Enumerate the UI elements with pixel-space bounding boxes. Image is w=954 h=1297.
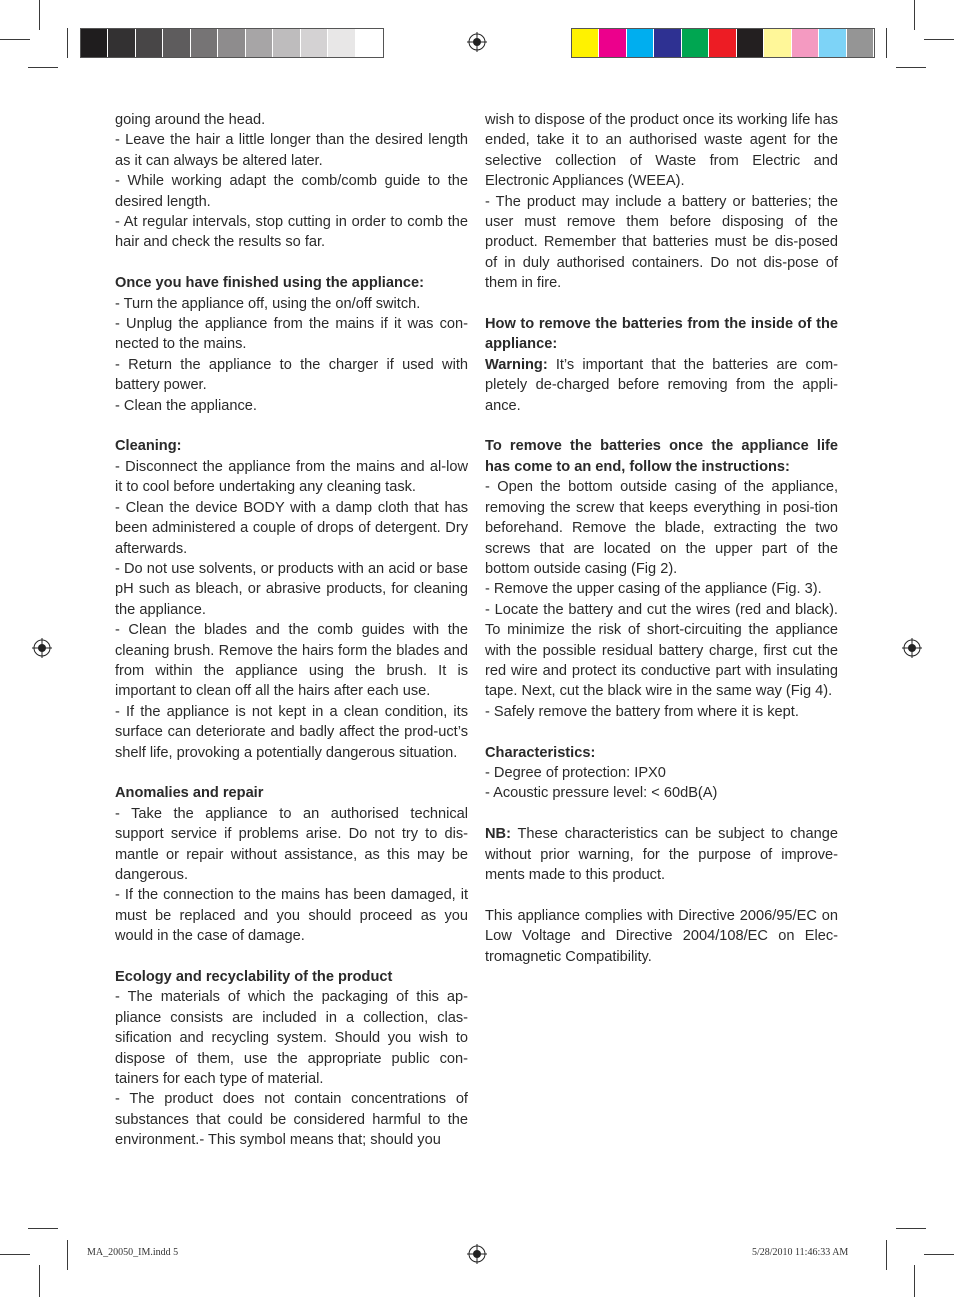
bold-lead: Characteristics: [485,744,596,761]
file-name-slug: MA_20050_IM.indd 5 [87,1247,179,1258]
registration-mark-icon [467,32,487,52]
paragraph-spacer [115,763,468,783]
paragraph-text: - Turn the appliance off, using the on/off switch. [115,295,421,312]
paragraph [115,559,468,620]
paragraph [115,130,468,171]
gray-swatch [273,29,299,57]
right-text-column [485,110,838,967]
paragraph-text: - If the appliance is not kept in a clean condition, its surface can deteriorate and badly affect the prod-uct’s shelf life, provoking a potentially dangerous situation. [115,703,468,761]
paragraph-text: - Open the bottom outside casing of the appliance, removing the screw that keeps everything in posi-tion beforehand. Remove the blade, extracting the two screws that are located on the upper part of the bottom outside casing (Fig 2). [485,479,838,577]
color-swatch [654,29,680,57]
gray-swatch [108,29,134,57]
paragraph-spacer [485,416,838,436]
crop-mark [924,39,954,40]
color-swatch [599,29,625,57]
section-heading [485,743,838,763]
paragraph [115,804,468,886]
bold-lead: Ecology and recyclability of the product [115,969,393,985]
paragraph [485,579,838,599]
paragraph-text: - While working adapt the comb/comb guide to the desired length. [115,173,468,210]
paragraph [485,763,838,783]
paragraph [115,702,468,763]
paragraph-text: - Clean the blades and the comb guides with the cleaning brush. Remove the hairs form the blades and from within the appliance using the brush. It is important to clean off all the hairs after each use. [115,622,468,700]
paragraph-text: This appliance complies with Directive 2006/95/EC on Low Voltage and Directive 2004/108/EC on Elec-tromagnetic Compatibility. [485,907,838,965]
gray-swatch [246,29,272,57]
paragraph-text: These characteristics can be subject to change without prior warning, for the purpose of improve-ments made to this product. [485,826,838,883]
paragraph [115,294,468,314]
paragraph [485,783,838,803]
bold-lead: Warning: [485,356,548,373]
paragraph [115,110,468,130]
section-heading [115,783,468,803]
crop-mark [67,1240,68,1270]
paragraph [485,355,838,416]
crop-mark [886,28,887,58]
paragraph-text: - The materials of which the packaging of this ap-pliance consists are included in a collection, clas-sification and recycling system. Should you wish to dispose of them, use the appropriate public con-tainers for each type of material. [115,989,468,1088]
crop-mark [886,1240,887,1270]
gray-swatch [328,29,354,57]
bold-lead: To remove the batteries once the appliance life has come to an end, follow the instructions: [485,438,838,475]
registration-mark-icon [902,638,922,658]
bold-lead: How to remove the batteries from the inside of the appliance: [485,316,838,353]
gray-swatch [301,29,327,57]
paragraph-text: - Leave the hair a little longer than the desired length as it can always be altered later. [115,132,468,169]
color-swatch [572,29,598,57]
paragraph [485,906,838,967]
paragraph [485,600,838,702]
crop-mark [28,67,58,68]
section-heading [485,436,838,477]
section-heading [115,273,468,293]
paragraph [115,457,468,498]
paragraph [115,885,468,946]
paragraph [485,702,838,722]
paragraph [115,620,468,702]
crop-mark [67,28,68,58]
color-swatch [682,29,708,57]
registration-mark-icon [32,638,52,658]
paragraph-spacer [485,722,838,742]
registration-mark-icon [467,1244,487,1264]
paragraph-text: - Safely remove the battery from where it is kept. [485,703,799,720]
paragraph-spacer [485,804,838,824]
color-swatch [737,29,763,57]
paragraph-spacer [115,416,468,436]
crop-mark [0,39,30,40]
bold-lead: Anomalies and repair [115,785,264,802]
color-swatch [709,29,735,57]
paragraph [115,396,468,416]
process-color-bar [571,28,875,58]
paragraph [485,477,838,579]
color-swatch [764,29,790,57]
section-heading [115,436,468,456]
grayscale-color-bar [80,28,384,58]
paragraph [115,1089,468,1150]
paragraph [115,314,468,355]
paragraph-text: It’s important that the batteries are com-pletely de-charged before removing from the appli-ance. [485,356,838,414]
paragraph [115,355,468,396]
paragraph-text: - The product may include a battery or batteries; the user must remove them before disposing of the product. Remember that batteries must be dis-posed of in duly authorised containers. Do not dis-pose of them in fire. [485,193,838,292]
crop-mark [896,1228,926,1229]
paragraph-text: - At regular intervals, stop cutting in order to comb the hair and check the results so far. [115,214,468,251]
paragraph [115,987,468,1089]
paragraph [115,212,468,253]
color-swatch [627,29,653,57]
paragraph-text: - Acoustic pressure level: < 60dB(A) [485,785,718,802]
color-swatch [819,29,845,57]
paragraph-text: - The product does not contain concentrations of substances that could be considered harmful to the environment.- This symbol means that; should you [115,1091,468,1149]
paragraph-text: - Unplug the appliance from the mains if it was con-nected to the mains. [115,316,468,353]
crop-mark [28,1228,58,1229]
gray-swatch [81,29,107,57]
crop-mark [914,1265,915,1297]
crop-mark [39,1265,40,1297]
crop-mark [0,1254,30,1255]
paragraph-text: - Return the appliance to the charger if used with battery power. [115,356,468,394]
paragraph-spacer [115,253,468,273]
paragraph-text: - If the connection to the mains has been damaged, it must be replaced and you should proceed as you would in the case of damage. [115,887,468,945]
crop-mark [39,0,40,30]
color-swatch [792,29,818,57]
crop-mark [896,67,926,68]
paragraph-text: going around the head. [115,112,266,128]
bold-lead: Cleaning: [115,438,182,455]
paragraph-text: - Disconnect the appliance from the mains and al-low it to cool before undertaking any cleaning task. [115,458,468,496]
color-swatch [847,29,873,57]
paragraph [485,110,838,192]
paragraph-text: - Clean the device BODY with a damp cloth that has been administered a couple of drops of detergent. Dry afterwards. [115,499,468,557]
paragraph-text: - Remove the upper casing of the appliance (Fig. 3). [485,581,822,598]
paragraph-text: - Do not use solvents, or products with an acid or base pH such as bleach, or abrasive products, for cleaning the appliance. [115,560,468,618]
paragraph [115,498,468,559]
paragraph-spacer [485,885,838,905]
paragraph [115,171,468,212]
paragraph [485,824,838,885]
paragraph-text: - Take the appliance to an authorised technical support service if problems arise. Do not try to dis-mantle or repair without assistance, as this may be dangerous. [115,805,468,883]
paragraph-text: - Clean the appliance. [115,397,257,414]
gray-swatch [163,29,189,57]
section-heading [485,314,838,355]
gray-swatch [136,29,162,57]
paragraph-text: - Locate the battery and cut the wires (red and black). To minimize the risk of short-circuiting the appliance with the possible residual battery charge, first cut the red wire and protect its conductive part with insulating tape. Next, cut the black wire in the same way (Fig 4). [485,601,838,700]
paragraph-text: - Degree of protection: IPX0 [485,764,666,781]
paragraph-text: wish to dispose of the product once its working life has ended, take it to an authorised waste agent for the selective collection of Waste from Electric and Electronic Appliances (WEEA). [485,112,838,190]
crop-mark [914,0,915,30]
gray-swatch [356,29,382,57]
paragraph [485,192,838,294]
paragraph-spacer [115,947,468,967]
left-text-column [115,110,468,1151]
gray-swatch [191,29,217,57]
paragraph-spacer [485,294,838,314]
bold-lead: NB: [485,826,511,843]
timestamp-slug: 5/28/2010 11:46:33 AM [752,1247,849,1258]
bold-lead: Once you have finished using the appliance: [115,275,424,292]
section-heading [115,967,468,987]
crop-mark [924,1254,954,1255]
gray-swatch [218,29,244,57]
